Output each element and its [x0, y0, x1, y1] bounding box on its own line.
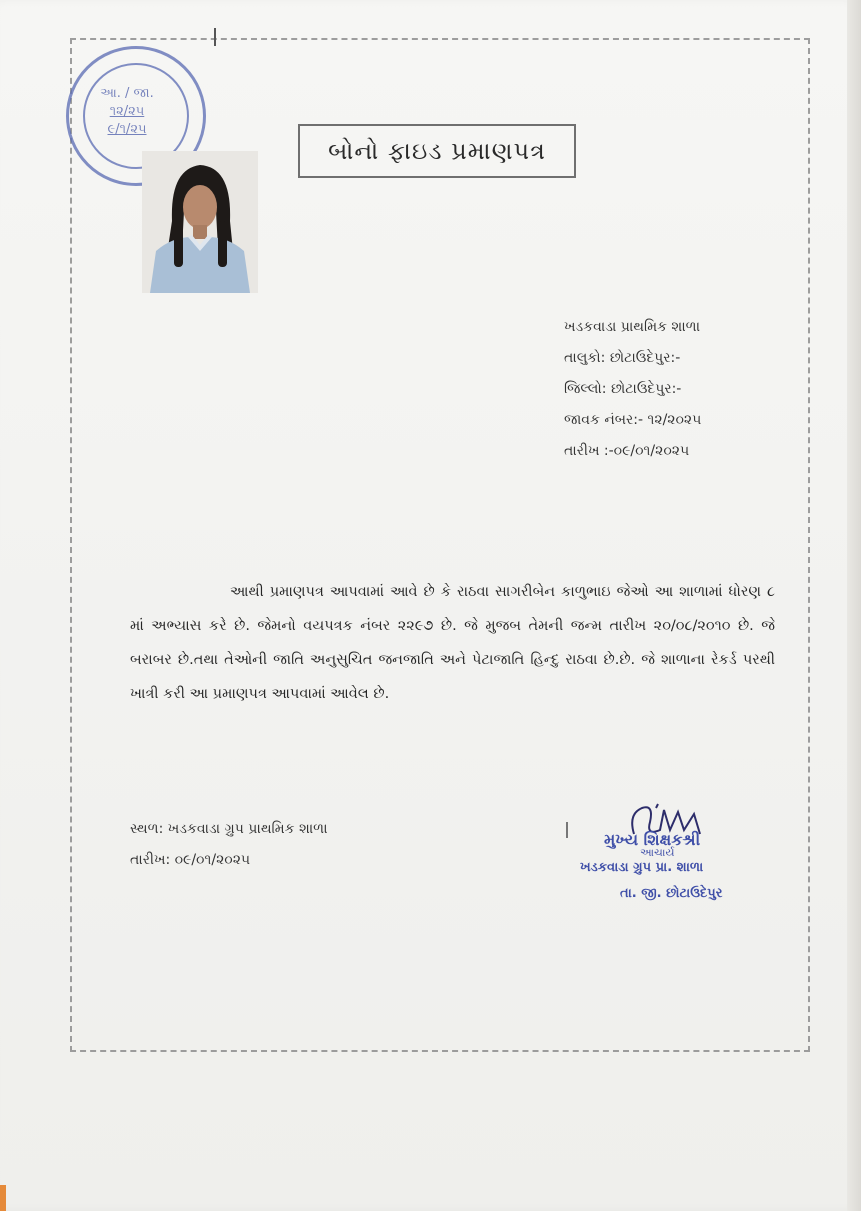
office-stamp-text [97, 85, 157, 139]
student-photo-image [142, 151, 258, 293]
school-address-block [564, 312, 701, 467]
footer-date: તારીખ: ૦૯/૦૧/૨૦૨૫ [130, 852, 251, 868]
signature-tick [566, 822, 568, 838]
background-edge [0, 1185, 6, 1211]
office-stamp-label: આ. / જા. [100, 86, 154, 101]
certificate-title: બોનો ફાઇડ પ્રમાણપત્ર [298, 124, 576, 178]
footer-block [130, 814, 328, 876]
outward-number-line: જાવક નંબર:- ૧૨/૨૦૨૫ [564, 412, 702, 428]
signature-title: આચાર્ય [640, 846, 675, 859]
border-tick [214, 28, 216, 46]
certificate-body: આથી પ્રમાણપત્ર આપવામાં આવે છે કે રાઠવા સાગરીબેન કાળુભાઇ જેઓ આ શાળામાં ધોરણ ૮ માં અભ્યાસ કરે છે. જેમનો વયપત્રક નંબર ૨૨૯૭ છે. જે મુજબ તેમની જન્મ તારીખ ૨૦/૦૮/૨૦૧૦ છે. જે બરાબર છે.તથા તેઓની જાતિ અનુસુચિત જનજાતિ અને પેટાજાતિ હિન્દુ રાઠવા છે.છે. જે શાળાના રેકર્ડ પરથી ખાત્રી કરી આ પ્રમાણપત્ર આપવામાં આવેલ છે. [130, 584, 775, 702]
school-name: ખડકવાડા પ્રાથમિક શાળા [564, 319, 701, 335]
taluka-line: તાલુકો: છોટાઉદેપુર:- [564, 350, 681, 366]
district-line: જિલ્લો: છોટાઉદેપુર:- [564, 381, 682, 397]
signature-designation: મુખ્ય શિક્ષકશ્રી [604, 830, 701, 849]
signature-school: ખડકવાડા ગ્રુપ પ્રા. શાળા [580, 860, 704, 875]
student-photo [142, 151, 258, 293]
office-stamp-date: ૯/૧/૨૫ [107, 122, 147, 137]
paper-edge [847, 0, 861, 1211]
principal-signature-stamp [580, 800, 770, 910]
address-date-line: તારીખ :-૦૯/૦૧/૨૦૨૫ [564, 443, 690, 459]
signature-location: તા. જી. છોટાઉદેપુર [620, 886, 723, 901]
footer-place: સ્થળ: ખડકવાડા ગ્રુપ પ્રાથમિક શાળા [130, 821, 328, 837]
office-stamp-number: ૧૨/૨૫ [109, 104, 145, 119]
